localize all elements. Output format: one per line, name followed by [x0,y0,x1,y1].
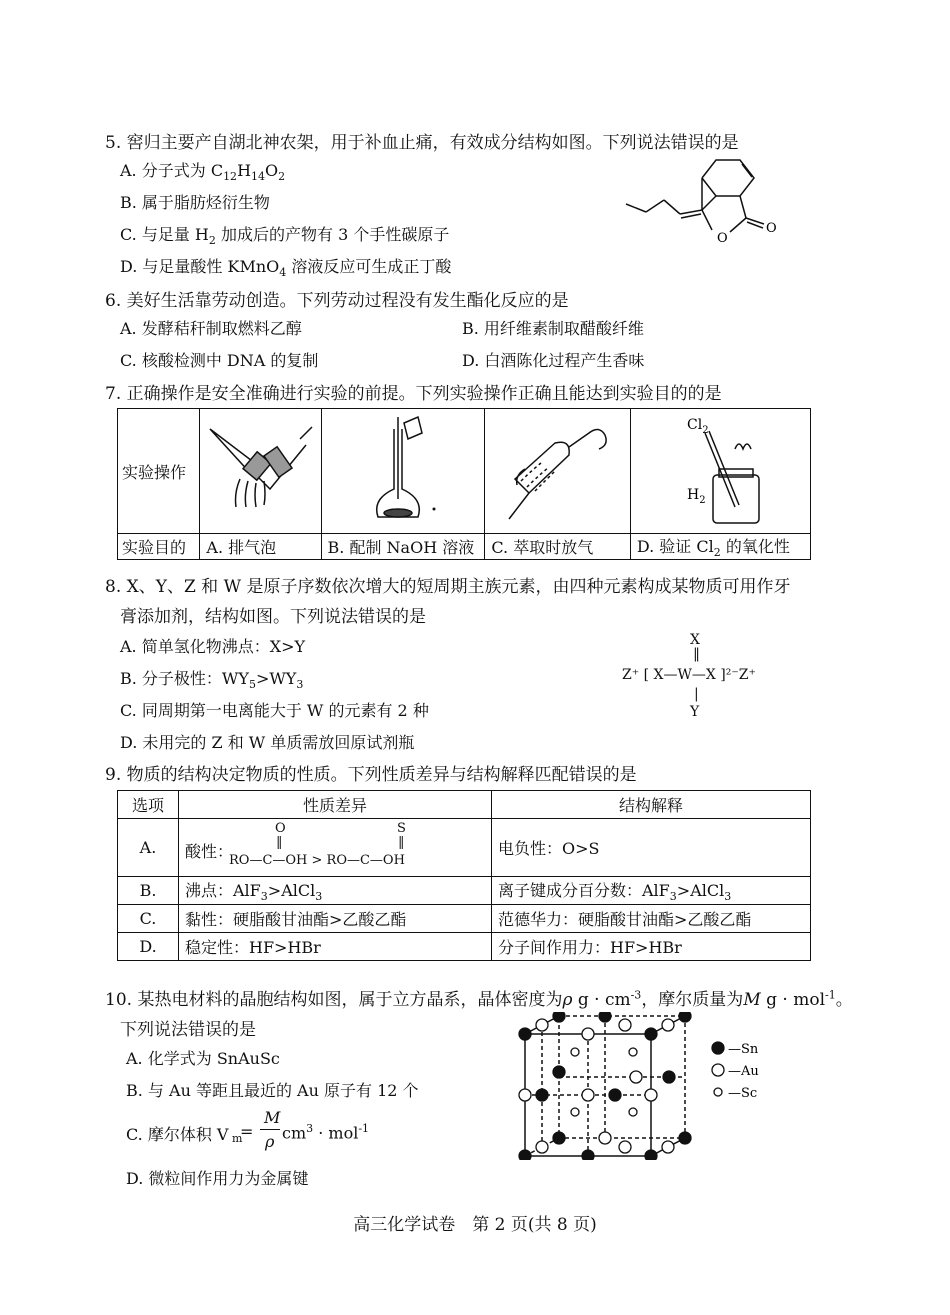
q5-molecule-diagram [620,150,790,250]
ring-oxygen-label: O [717,231,728,246]
q10-unit-cell-diagram [515,1012,695,1160]
q7-experiment-table [117,408,811,560]
burette-illustration [200,409,318,529]
q5-option-c: C. 与足量 $H_2$ 加成后的产物有 3 个手性碳原子 [120,225,450,248]
q5-stem: 5. 窖归主要产自湖北神农架，用于补血止痛，有效成分结构如图。下列说法错误的是 [105,133,739,153]
gas-jar-illustration [631,409,807,529]
q7-stem: 7. 正确操作是安全准确进行实验的前提。下列实验操作正确且能达到实验目的的是 [105,384,722,404]
q9-stem: 9. 物质的结构决定物质的性质。下列性质差异与结构解释匹配错误的是 [105,765,637,785]
formula-top-s: S [397,821,406,836]
q7-purpose-d: D. 验证 $Cl_2$ 的氧化性 [630,534,810,560]
q10-legend [708,1038,788,1102]
q8-stem-line1: 8. X、Y、Z 和 W 是原子序数依次增大的短周期主族元素，由四种元素构成某物质可用作牙 [105,577,791,597]
q7-purpose-a: A. 排气泡 [200,534,321,560]
h2-label: $H_2$ [686,487,706,506]
q9-row-c-option: C. [118,905,179,933]
q6-stem: 6. 美好生活靠劳动创造。下列劳动过程没有发生酯化反应的是 [105,291,569,311]
carbonyl-oxygen-label: O [766,221,777,236]
q5-option-a: A. 分子式为 $C_{12}H_{14}O_2$ [120,161,286,184]
q9-header-option: 选项 [118,791,179,819]
legend-sc: —Sc [728,1086,758,1101]
formula-bond-2: ‖ [398,835,405,850]
q7-purpose-b: B. 配制 NaOH 溶液 [321,534,485,560]
q6-option-a: A. 发酵秸秆制取燃料乙醇 [120,319,302,338]
q6-option-b: B. 用纤维素制取醋酸纤维 [462,319,644,338]
legend-au: —Au [728,1064,759,1079]
q9-row-b-option: B. [118,877,179,905]
q8-structure-single-bond: | [694,686,699,702]
q7-image-c [485,409,631,534]
q10-option-a: A. 化学式为 SnAuSc [126,1049,280,1068]
q6-option-c: C. 核酸检测中 DNA 的复制 [120,351,319,370]
q9-row-a-explanation: 电负性：O>S [492,819,811,877]
legend-sn: —Sn [728,1042,759,1057]
q8-structure-top-atom: X [690,632,700,648]
q8-option-d: D. 未用完的 Z 和 W 单质需放回原试剂瓶 [120,733,415,752]
q8-option-a: A. 简单氢化物沸点：X>Y [120,637,306,656]
q9-row-c-property: 黏性：硬脂酸甘油酯>乙酸乙酯 [179,905,492,933]
page-footer: 高三化学试卷 第 2 页(共 8 页) [353,1215,597,1235]
cl2-label: $Cl_2$ [686,417,709,436]
q9-header-property: 性质差异 [179,791,492,819]
q7-image-b [321,409,485,534]
q8-option-c: C. 同周期第一电离能大于 W 的元素有 2 种 [120,701,429,720]
formula-bond-1: ‖ [276,835,283,850]
q9-row-a-property: 酸性： O ‖ S ‖ RO—C—OH > RO—C—OH [179,819,492,877]
q9-row-d-explanation: 分子间作用力：HF>HBr [492,933,811,961]
q9-table [117,790,811,961]
q5-option-b: B. 属于脂肪烃衍生物 [120,193,270,212]
q9-header-explanation: 结构解释 [492,791,811,819]
q7-row-label-purpose: 实验目的 [118,534,200,560]
q9-row-d-property: 稳定性：HF>HBr [179,933,492,961]
au-legend-icon [712,1064,724,1076]
q10-stem-line1: 10. 某热电材料的晶胞结构如图，属于立方晶系，晶体密度为ρ $g \cdot cm^{-3}$，摩尔质量为M g · mol$^{-1}$。 [105,988,853,1010]
q10-stem-line2: 下列说法错误的是 [120,1020,256,1040]
sn-legend-icon [712,1042,724,1054]
formula-top-o: O [275,821,286,836]
acid-formula: RO—C—OH > RO—C—OH [229,853,405,868]
q9-row-b-property: 沸点：AlF$_3$>AlCl$_3$ [179,877,492,905]
q7-image-a [200,409,321,534]
q9-row-b-explanation: 离子键成分百分数：AlF$_3$>AlCl$_3$ [492,877,811,905]
volumetric-flask-illustration [322,409,482,529]
q9-row-a-option: A. [118,819,179,877]
q10-option-b: B. 与 Au 等距且最近的 Au 原子有 12 个 [126,1081,419,1100]
q9-row-d-option: D. [118,933,179,961]
q8-stem-line2: 膏添加剂，结构如图。下列说法错误的是 [120,607,426,627]
q10-option-d: D. 微粒间作用力为金属键 [126,1169,309,1188]
sc-legend-icon [714,1088,722,1096]
q8-structure-bottom-atom: Y [690,704,700,720]
q9-row-c-explanation: 范德华力：硬脂酸甘油酯>乙酸乙酯 [492,905,811,933]
separatory-funnel-illustration [485,409,627,529]
q5-option-d: D. 与足量酸性 KMnO$_4$ 溶液反应可生成正丁酸 [120,257,452,280]
q8-option-b: B. 分子极性：$WY_5>WY_3$ [120,669,304,692]
q7-purpose-c: C. 萃取时放气 [485,534,631,560]
q6-option-d: D. 白酒陈化过程产生香味 [462,351,645,370]
q7-row-label-operation: 实验操作 [118,409,200,534]
q8-structure-formula: Z⁺ [ X—W—X ]²⁻Z⁺ [622,667,756,683]
q7-image-d [630,409,810,534]
q8-structure-double-bond: ‖ [693,646,700,662]
